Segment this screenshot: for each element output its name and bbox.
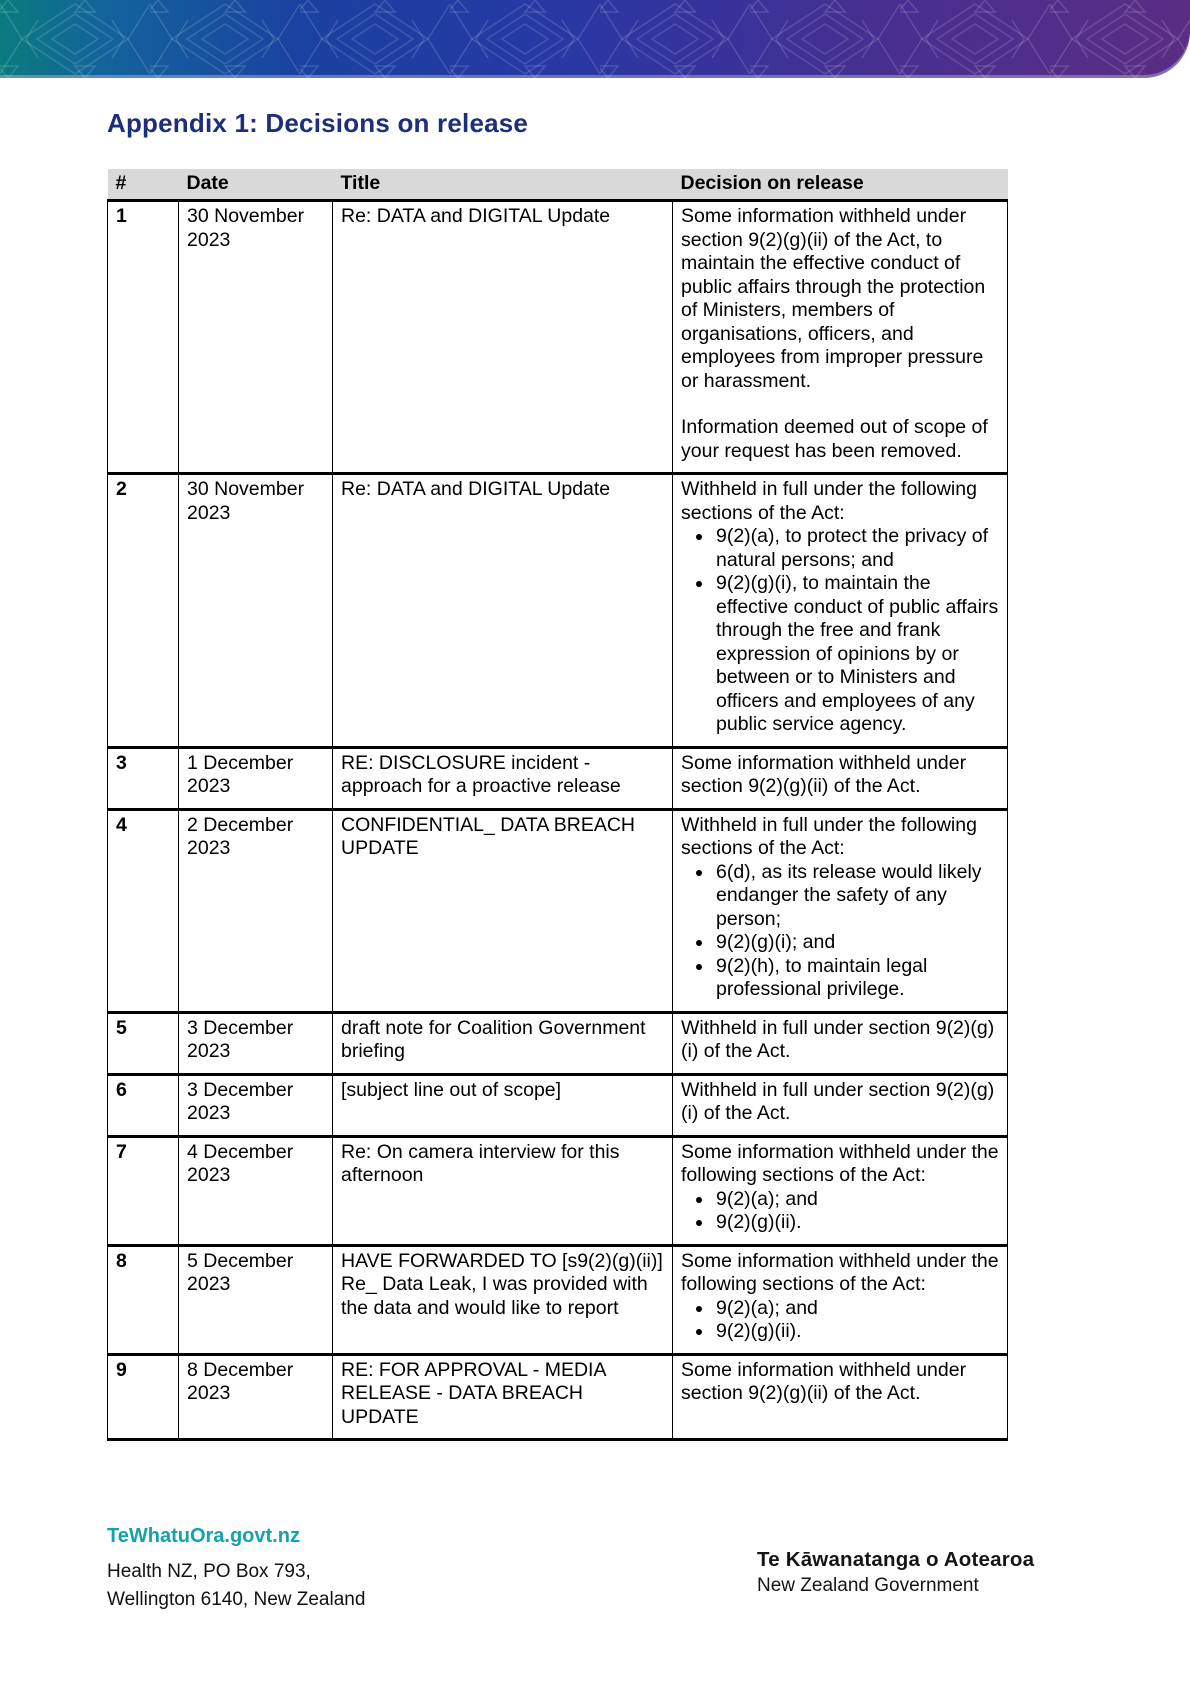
cell-number: 3 bbox=[108, 747, 179, 809]
decision-bullet-item: • 9(2)(g)(ii). bbox=[714, 1320, 999, 1344]
header-banner bbox=[0, 0, 1190, 78]
decision-bullet-item: • 9(2)(g)(ii). bbox=[714, 1211, 999, 1235]
cell-number: 2 bbox=[108, 474, 179, 748]
cell-number: 7 bbox=[108, 1136, 179, 1245]
decisions-table bbox=[107, 169, 1008, 1441]
footer-contact-block bbox=[107, 1525, 365, 1614]
nz-government-wordmark bbox=[757, 1546, 1034, 1599]
cell-decision bbox=[673, 1136, 1008, 1245]
cell-decision bbox=[673, 1245, 1008, 1354]
decision-paragraph: Withheld in full under section 9(2)(g)(i) of the Act. bbox=[681, 1078, 995, 1124]
decision-bullet-list bbox=[681, 861, 999, 1002]
cell-date: 1 December 2023 bbox=[179, 747, 333, 809]
address-line-2: Wellington 6140, New Zealand bbox=[107, 1589, 366, 1610]
cell-number: 6 bbox=[108, 1074, 179, 1136]
decision-paragraph: Some information withheld under section 9(2)(g)(ii) of the Act. bbox=[681, 751, 967, 797]
cell-title: [subject line out of scope] bbox=[333, 1074, 673, 1136]
cell-date: 3 December 2023 bbox=[179, 1012, 333, 1074]
cell-number: 9 bbox=[108, 1354, 179, 1440]
cell-title: Re: DATA and DIGITAL Update bbox=[333, 474, 673, 748]
cell-decision bbox=[673, 747, 1008, 809]
cell-title: CONFIDENTIAL_ DATA BREACH UPDATE bbox=[333, 809, 673, 1012]
cell-decision bbox=[673, 474, 1008, 748]
cell-decision bbox=[673, 1074, 1008, 1136]
cell-title: RE: DISCLOSURE incident - approach for a proactive release bbox=[333, 747, 673, 809]
address-line-1: Health NZ, PO Box 793, bbox=[107, 1561, 311, 1582]
table-row bbox=[108, 1354, 1008, 1440]
page-title: Appendix 1: Decisions on release bbox=[107, 108, 529, 138]
column-header-decision: Decision on release bbox=[673, 169, 1008, 201]
cell-title: Re: DATA and DIGITAL Update bbox=[333, 201, 673, 474]
cell-number: 8 bbox=[108, 1245, 179, 1354]
decision-bullet-item: • 9(2)(a); and bbox=[714, 1188, 999, 1212]
cell-date: 30 November 2023 bbox=[179, 474, 333, 748]
cell-date: 4 December 2023 bbox=[179, 1136, 333, 1245]
cell-title: draft note for Coalition Government briefing bbox=[333, 1012, 673, 1074]
decision-bullet-item: • 9(2)(a), to protect the privacy of natural persons; and bbox=[714, 525, 999, 572]
decision-paragraph: Some information withheld under the following sections of the Act: bbox=[681, 1140, 999, 1186]
cell-date: 2 December 2023 bbox=[179, 809, 333, 1012]
cell-number: 5 bbox=[108, 1012, 179, 1074]
cell-decision bbox=[673, 1354, 1008, 1440]
cell-date: 3 December 2023 bbox=[179, 1074, 333, 1136]
cell-number: 4 bbox=[108, 809, 179, 1012]
cell-number: 1 bbox=[108, 201, 179, 474]
decision-paragraph: Information deemed out of scope of your request has been removed. bbox=[681, 416, 988, 462]
decision-paragraph: Withheld in full under the following sections of the Act: bbox=[681, 478, 977, 524]
decision-bullet-item: • 9(2)(a); and bbox=[714, 1297, 999, 1321]
column-header-number: # bbox=[108, 169, 179, 201]
decision-paragraph: Some information withheld under section 9(2)(g)(ii) of the Act, to maintain the effective conduct of public affairs through the protection of Ministers, members of organisations, officers, and employees from improper pressure or harassment. bbox=[681, 205, 986, 392]
decision-bullet-list bbox=[681, 1188, 999, 1235]
cell-title: Re: On camera interview for this afternoon bbox=[333, 1136, 673, 1245]
table-row bbox=[108, 1074, 1008, 1136]
table-row bbox=[108, 1245, 1008, 1354]
table-row bbox=[108, 809, 1008, 1012]
decision-paragraph: Withheld in full under the following sections of the Act: bbox=[681, 813, 977, 859]
cell-decision bbox=[673, 809, 1008, 1012]
decision-bullet-list bbox=[681, 1297, 999, 1344]
decision-bullet-item: • 9(2)(g)(i); and bbox=[714, 931, 999, 955]
table-row bbox=[108, 474, 1008, 748]
govt-name-english: New Zealand Government bbox=[757, 1575, 979, 1596]
cell-decision bbox=[673, 201, 1008, 474]
table-row bbox=[108, 1012, 1008, 1074]
cell-date: 30 November 2023 bbox=[179, 201, 333, 474]
table-body bbox=[108, 201, 1008, 1440]
cell-date: 5 December 2023 bbox=[179, 1245, 333, 1354]
website-link[interactable]: TeWhatuOra.govt.nz bbox=[107, 1525, 300, 1547]
decision-paragraph: Some information withheld under the following sections of the Act: bbox=[681, 1249, 999, 1295]
table-row bbox=[108, 201, 1008, 474]
postal-address bbox=[107, 1558, 365, 1614]
decision-bullet-item: • 6(d), as its release would likely endanger the safety of any person; bbox=[714, 861, 999, 932]
decision-bullet-item: • 9(2)(g)(i), to maintain the effective conduct of public affairs through the free and frank expression of opinions by or between or to Ministers and officers and employees of any public service agency. bbox=[714, 572, 999, 737]
cell-title: HAVE FORWARDED TO [s9(2)(g)(ii)] Re_ Data Leak, I was provided with the data and would like to report bbox=[333, 1245, 673, 1354]
table-header-row bbox=[108, 169, 1008, 201]
banner-pattern-graphic bbox=[0, 0, 1190, 78]
table-row bbox=[108, 1136, 1008, 1245]
decision-bullet-item: • 9(2)(h), to maintain legal professional privilege. bbox=[714, 955, 999, 1002]
decision-paragraph: Withheld in full under section 9(2)(g)(i) of the Act. bbox=[681, 1016, 995, 1062]
cell-decision bbox=[673, 1012, 1008, 1074]
column-header-date: Date bbox=[179, 169, 333, 201]
column-header-title: Title bbox=[333, 169, 673, 201]
decision-bullet-list bbox=[681, 525, 999, 737]
cell-date: 8 December 2023 bbox=[179, 1354, 333, 1440]
table-row bbox=[108, 747, 1008, 809]
decision-paragraph: Some information withheld under section 9(2)(g)(ii) of the Act. bbox=[681, 1358, 967, 1404]
govt-name-maori: Te Kāwanatanga o Aotearoa bbox=[757, 1548, 1035, 1571]
cell-title: RE: FOR APPROVAL - MEDIA RELEASE - DATA BREACH UPDATE bbox=[333, 1354, 673, 1440]
